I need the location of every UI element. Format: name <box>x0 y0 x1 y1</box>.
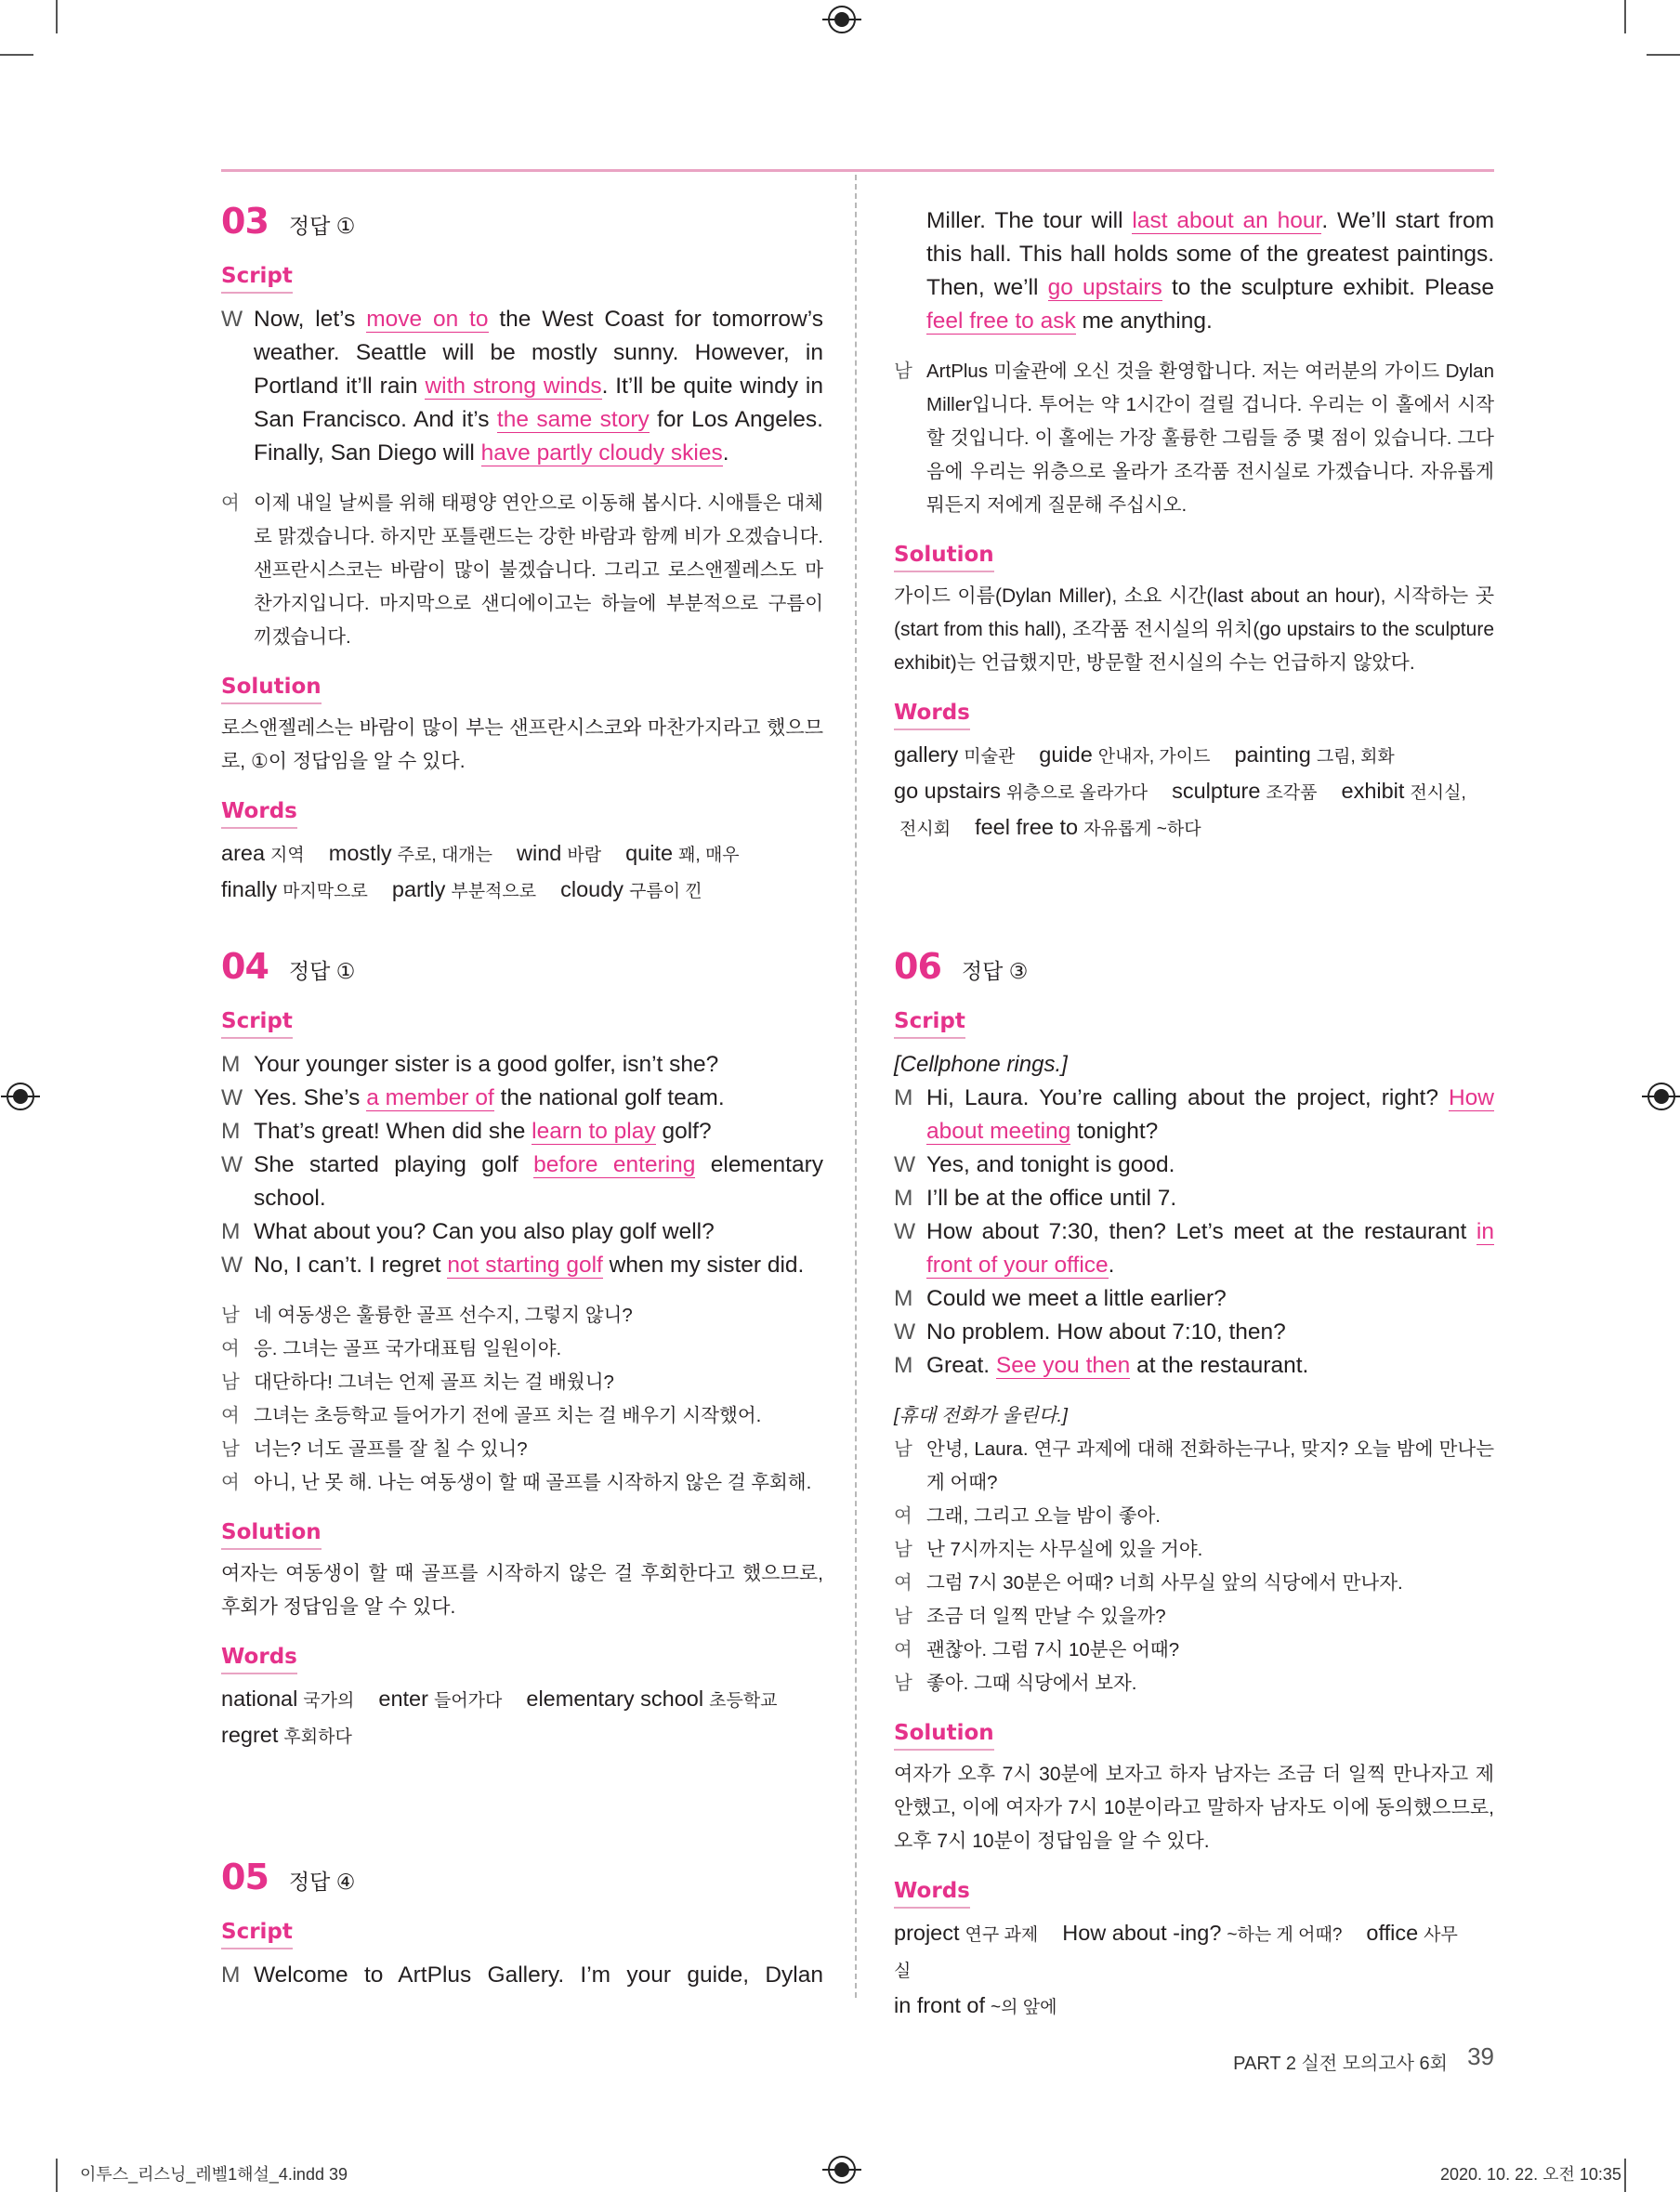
script-fragment: She started playing golf <box>254 1152 534 1177</box>
crop-mark <box>56 2159 58 2192</box>
highlighted-phrase: have partly cloudy skies <box>480 440 723 466</box>
word-english: project <box>894 1921 960 1945</box>
solution-text: 여자가 오후 7시 30분에 보자고 하자 남자는 조금 더 일찍 만나자고 제안했고, 이에 여자가 7시 10분이라고 말하자 남자도 이에 동의했으므로, 오후 7시 10분이 정답임을 알 수 있다. <box>894 1764 1494 1852</box>
highlighted-phrase: How about meeting <box>926 1085 1494 1144</box>
word-english: area <box>221 841 266 865</box>
word-english: feel free to <box>975 815 1079 839</box>
script-fragment: the West Coast for tomorrow’s weather. Seattle will be mostly sunny. However, in Portland it’ll rain <box>254 307 823 399</box>
script-line <box>894 1282 1494 1316</box>
script-text <box>926 1082 1494 1149</box>
part-label: PART 2 실전 모의고사 6회 <box>1233 2054 1448 2074</box>
left-column <box>221 201 823 1988</box>
speaker: 여 <box>894 1572 912 1594</box>
speaker: W <box>221 1253 243 1278</box>
script-fragment: for Los Angeles. Finally, San Diego will <box>254 407 823 466</box>
script-text <box>926 1316 1494 1349</box>
translation-text: 괜찮아. 그럼 7시 10분은 어때? <box>926 1639 1180 1660</box>
highlighted-phrase: with strong winds <box>425 374 602 399</box>
column-divider <box>855 175 857 1998</box>
script-fragment: That’s great! When did she <box>254 1119 532 1144</box>
crop-mark <box>56 0 58 33</box>
script-fragment: me anything. <box>1075 308 1213 334</box>
word-entry <box>1172 779 1317 803</box>
word-korean: 자유롭게 ~하다 <box>1083 820 1201 839</box>
word-korean: 연구 과제 <box>965 1925 1039 1945</box>
script-line <box>221 1048 823 1082</box>
word-korean: 지역 <box>270 846 305 865</box>
speaker: 남 <box>894 1606 912 1627</box>
question-04 <box>221 946 823 1754</box>
word-entry <box>517 841 601 865</box>
word-entry <box>392 877 536 901</box>
word-entry <box>378 1687 502 1711</box>
word-entry <box>560 877 702 901</box>
question-header <box>221 946 823 1005</box>
solution-heading: Solution <box>894 539 994 572</box>
word-english: go upstairs <box>894 779 1001 803</box>
words-row <box>221 836 823 873</box>
script-line <box>221 1115 823 1149</box>
word-english: quite <box>625 841 674 865</box>
translation-text: 응. 그녀는 골프 국가대표팀 일원이야. <box>254 1338 562 1359</box>
highlighted-phrase: learn to play <box>532 1119 656 1144</box>
words-list <box>221 1682 823 1754</box>
script-fragment: . <box>1108 1253 1115 1278</box>
script-heading: Script <box>221 260 293 294</box>
words-heading: Words <box>221 795 297 829</box>
script-lines <box>221 303 823 470</box>
words-row <box>894 774 1494 810</box>
speaker: M <box>894 1186 913 1211</box>
word-korean: 주로, 대개는 <box>397 846 492 865</box>
script-fragment: No problem. How about 7:10, then? <box>926 1319 1286 1345</box>
word-korean: 전시실, <box>1410 783 1466 803</box>
word-korean: 구름이 낀 <box>629 882 702 901</box>
words-list <box>894 1916 1494 2025</box>
script-fragment: when my sister did. <box>602 1253 805 1278</box>
script-lines <box>221 1048 823 1282</box>
translation-text: 아니, 난 못 해. 나는 여동생이 할 때 골프를 시작하지 않은 걸 후회해. <box>254 1472 812 1493</box>
translation-lines <box>894 1433 1494 1700</box>
registration-mark-icon <box>828 2156 856 2184</box>
translation-lines <box>894 355 1494 522</box>
print-date: 2020. 10. 22. 오전 10:35 <box>1440 2165 1621 2184</box>
script-fragment: elementary school. <box>254 1152 823 1211</box>
word-entry <box>329 841 492 865</box>
word-korean: 들어가다 <box>433 1691 503 1711</box>
script-line <box>894 1182 1494 1215</box>
answer-label: 정답 ① <box>288 214 356 238</box>
highlighted-phrase: not starting golf <box>447 1253 603 1278</box>
question-number: 05 <box>221 1857 269 1897</box>
highlighted-phrase: move on to <box>366 307 489 332</box>
translation-line <box>221 1332 823 1366</box>
highlighted-phrase: last about an hour <box>1132 208 1322 233</box>
word-korean: 부분적으로 <box>451 882 537 901</box>
speaker: M <box>221 1119 241 1144</box>
translation-text: 그래, 그리고 오늘 밤이 좋아. <box>926 1505 1162 1527</box>
script-text <box>926 1182 1494 1215</box>
words-row <box>221 1718 823 1754</box>
speaker: 남 <box>221 1372 240 1393</box>
word-korean: ~하는 게 어때? <box>1227 1925 1343 1945</box>
script-heading: Script <box>221 1005 293 1039</box>
word-korean: 후회하다 <box>283 1727 352 1747</box>
registration-mark-icon <box>7 1083 34 1110</box>
script-fragment: tonight? <box>1070 1119 1159 1144</box>
word-english: cloudy <box>560 877 624 901</box>
translation-line <box>221 1399 823 1433</box>
script-text <box>926 1349 1494 1383</box>
word-english: gallery <box>894 742 959 767</box>
speaker: M <box>221 1052 241 1077</box>
stage-direction: [Cellphone rings.] <box>894 1052 1068 1077</box>
translation-text: 그럼 7시 30분은 어때? 너희 사무실 앞의 식당에서 만나자. <box>926 1572 1403 1594</box>
translation-line <box>894 355 1494 522</box>
words-row <box>894 1989 1494 2025</box>
word-entry <box>625 841 740 865</box>
question-number: 03 <box>221 201 269 242</box>
speaker: M <box>894 1353 913 1378</box>
script-text <box>926 1215 1494 1282</box>
speaker: 여 <box>894 1639 912 1660</box>
crop-mark <box>0 54 33 56</box>
words-row <box>894 1916 1494 1989</box>
solution-heading: Solution <box>894 1717 994 1751</box>
script-line <box>221 1215 823 1249</box>
question-header <box>221 1857 823 1916</box>
translation-text: 안녕, Laura. 연구 과제에 대해 전화하는구나, 맞지? 오늘 밤에 만나는 게 어때? <box>926 1438 1494 1493</box>
word-english: mostly <box>328 841 392 865</box>
speaker: 남 <box>894 1539 912 1560</box>
highlighted-phrase: a member of <box>366 1085 494 1110</box>
translation-line <box>221 1366 823 1399</box>
word-entry <box>221 877 368 901</box>
highlighted-phrase: See you then <box>995 1353 1131 1378</box>
translation-line <box>894 1600 1494 1634</box>
word-korean: 그림, 회화 <box>1316 747 1395 767</box>
speaker: 여 <box>221 1472 240 1493</box>
question-06 <box>894 946 1494 2025</box>
translation-text: 조금 더 일찍 만날 수 있을까? <box>926 1606 1166 1627</box>
translation-text: 좋아. 그때 식당에서 보자. <box>926 1673 1137 1694</box>
solution-heading: Solution <box>221 671 322 704</box>
word-english: How about -ing? <box>1062 1921 1222 1945</box>
question-number: 04 <box>221 946 269 987</box>
translation-line <box>894 1667 1494 1700</box>
page-number: 39 <box>1467 2042 1494 2070</box>
script-lines <box>894 1082 1494 1383</box>
speaker: W <box>221 1152 243 1177</box>
word-entry <box>1234 742 1394 767</box>
file-name: 이투스_리스닝_레벨1해설_4.indd 39 <box>80 2165 348 2184</box>
word-english: enter <box>378 1687 428 1711</box>
script-text <box>254 303 823 470</box>
word-korean: 국가의 <box>303 1691 355 1711</box>
words-heading: Words <box>894 1875 970 1909</box>
script-text <box>254 1082 823 1115</box>
word-korean: 마지막으로 <box>282 882 368 901</box>
script-fragment: Miller. The tour will <box>926 208 1133 233</box>
word-english: sculpture <box>1172 779 1261 803</box>
script-line <box>221 1959 823 1992</box>
word-english: elementary school <box>526 1687 704 1711</box>
script-text <box>254 1149 823 1215</box>
word-entry <box>894 1921 1038 1945</box>
words-list <box>221 836 823 909</box>
translation-text: 이제 내일 날씨를 위해 태평양 연안으로 이동해 봅시다. 시애틀은 대체로 맑겠습니다. 하지만 포틀랜드는 강한 바람과 함께 비가 오겠습니다. 샌프란시스코는 바람이 많이 불겠습니다. 그리고 로스앤젤레스도 마찬가지입니다. 마지막으로 샌디에이고는 하늘에 부분적으로 구름이 끼겠습니다. <box>254 492 823 648</box>
word-entry <box>1342 779 1466 803</box>
speaker: 여 <box>221 1338 240 1359</box>
speaker: 남 <box>221 1438 240 1460</box>
translation-text: ArtPlus 미술관에 오신 것을 환영합니다. 저는 여러분의 가이드 Dylan Miller입니다. 투어는 약 1시간이 걸릴 겁니다. 우리는 이 홀에서 시작할 것입니다. 이 홀에는 가장 훌륭한 그림들 중 몇 점이 있습니다. 그다음에 우리는 위층으로 올라가 조각품 전시실로 가겠습니다. 자유롭게 뭐든지 저에게 질문해 주십시오. <box>926 361 1494 516</box>
word-english: painting <box>1234 742 1311 767</box>
speaker: M <box>221 1219 241 1244</box>
solution-text: 여자는 여동생이 할 때 골프를 시작하지 않은 걸 후회한다고 했으므로, 후회가 정답임을 알 수 있다. <box>221 1563 823 1618</box>
translation-line <box>221 487 823 654</box>
translation-text: 난 7시까지는 사무실에 있을 거야. <box>926 1539 1203 1560</box>
speaker: M <box>221 1962 241 1988</box>
word-english: exhibit <box>1341 779 1405 803</box>
translation-text: 대단하다! 그녀는 언제 골프 치는 걸 배웠니? <box>254 1372 614 1393</box>
speaker: 여 <box>894 1505 912 1527</box>
words-row <box>894 810 1494 847</box>
word-entry <box>894 1993 1057 2017</box>
question-05-start <box>221 1857 823 1992</box>
speaker: 남 <box>221 1305 240 1326</box>
word-korean: 사무실 <box>894 1925 1458 1981</box>
script-fragment: Great. <box>926 1353 996 1378</box>
script-line <box>894 1215 1494 1282</box>
crop-mark <box>1624 0 1626 33</box>
script-fragment: the national golf team. <box>493 1085 725 1110</box>
speaker: W <box>894 1319 916 1345</box>
word-entry <box>526 1687 777 1711</box>
word-english: national <box>221 1687 298 1711</box>
script-fragment: at the restaurant. <box>1130 1353 1309 1378</box>
right-column <box>894 204 1494 2017</box>
speaker: 남 <box>894 1673 912 1694</box>
speaker: 남 <box>894 361 912 382</box>
script-text <box>926 1282 1494 1316</box>
translation-lines <box>221 487 823 654</box>
question-header <box>221 201 823 260</box>
script-line <box>221 1149 823 1215</box>
word-korean: 전시회 <box>899 820 952 839</box>
script-text <box>254 1048 823 1082</box>
highlighted-phrase: go upstairs <box>1047 275 1162 300</box>
word-korean: ~의 앞에 <box>990 1998 1057 2017</box>
script-line <box>894 1316 1494 1349</box>
word-english: guide <box>1039 742 1093 767</box>
speaker: W <box>221 307 243 332</box>
crop-mark <box>1624 2159 1626 2192</box>
speaker: M <box>894 1286 913 1311</box>
word-english: wind <box>517 841 562 865</box>
word-entry <box>1062 1921 1342 1945</box>
word-korean: 미술관 <box>964 747 1016 767</box>
word-english: regret <box>221 1723 279 1747</box>
words-heading: Words <box>221 1641 297 1674</box>
words-row <box>221 873 823 909</box>
solution-heading: Solution <box>221 1516 322 1550</box>
speaker: W <box>894 1219 916 1244</box>
solution-text: 가이드 이름(Dylan Miller), 소요 시간(last about an hour), 시작하는 곳(start from this hall), 조각품 전시실의 위치(go upstairs to the sculpture exhibit)는 언급했지만, 방문할 전시실의 수는 언급하지 않았다. <box>894 585 1494 674</box>
script-line <box>894 1082 1494 1149</box>
script-text: Welcome to ArtPlus Gallery. I’m your guide, Dylan <box>254 1962 823 1988</box>
top-rule <box>221 169 1494 172</box>
script-text <box>926 204 1494 338</box>
question-header <box>894 946 1494 1005</box>
script-heading: Script <box>894 1005 965 1039</box>
words-list <box>894 738 1494 847</box>
word-entry <box>221 1723 352 1747</box>
script-line <box>221 1249 823 1282</box>
word-entry <box>1039 742 1210 767</box>
words-row <box>894 738 1494 774</box>
script-line <box>894 204 1494 338</box>
word-korean: 초등학교 <box>709 1691 778 1711</box>
speaker: 여 <box>221 492 240 514</box>
translation-line <box>894 1533 1494 1567</box>
word-entry <box>894 815 951 839</box>
script-text <box>926 1149 1494 1182</box>
script-line <box>221 1082 823 1115</box>
script-text <box>254 1115 823 1149</box>
word-english: in front of <box>894 1993 985 2017</box>
word-english: partly <box>391 877 446 901</box>
word-entry <box>221 841 305 865</box>
word-entry <box>975 815 1201 839</box>
translation-line <box>221 1466 823 1500</box>
speaker: W <box>894 1152 916 1177</box>
script-fragment: Yes. She’s <box>254 1085 367 1110</box>
translation-line <box>894 1567 1494 1600</box>
script-fragment: . We’ll start from this hall. This hall holds some of the greatest paintings. Then, we’ll <box>926 208 1494 300</box>
highlighted-phrase: the same story <box>496 407 650 432</box>
script-text <box>254 1215 823 1249</box>
stage-direction-ko: [휴대 전화가 울린다.] <box>894 1405 1068 1426</box>
word-entry <box>894 742 1015 767</box>
speaker: 여 <box>221 1405 240 1426</box>
script-line <box>894 1149 1494 1182</box>
word-entry <box>221 1687 354 1711</box>
translation-lines <box>221 1299 823 1500</box>
question-03 <box>221 201 823 909</box>
highlighted-phrase: before entering <box>533 1152 696 1177</box>
translation-text: 그녀는 초등학교 들어가기 전에 골프 치는 걸 배우기 시작했어. <box>254 1405 762 1426</box>
script-fragment: Yes, and tonight is good. <box>926 1152 1175 1177</box>
script-fragment: Hi, Laura. You’re calling about the project, right? <box>926 1085 1449 1110</box>
words-heading: Words <box>894 697 970 730</box>
word-korean: 꽤, 매우 <box>678 846 740 865</box>
script-fragment: . <box>722 440 729 466</box>
script-fragment: No, I can’t. I regret <box>254 1253 448 1278</box>
translation-text: 네 여동생은 훌륭한 골프 선수지, 그렇지 않니? <box>254 1305 633 1326</box>
word-korean: 바람 <box>567 846 602 865</box>
words-row <box>221 1682 823 1718</box>
script-fragment: How about 7:30, then? Let’s meet at the restaurant <box>926 1219 1477 1244</box>
script-line <box>221 303 823 470</box>
word-korean: 조각품 <box>1266 783 1318 803</box>
script-line <box>894 1349 1494 1383</box>
word-korean: 안내자, 가이드 <box>1097 747 1211 767</box>
answer-label: 정답 ③ <box>961 959 1029 983</box>
speaker: M <box>894 1085 913 1110</box>
crop-mark <box>1647 54 1680 56</box>
word-entry <box>894 779 1148 803</box>
speaker: W <box>221 1085 243 1110</box>
translation-line <box>221 1299 823 1332</box>
script-fragment: What about you? Can you also play golf well? <box>254 1219 715 1244</box>
script-fragment: golf? <box>655 1119 712 1144</box>
registration-mark-icon <box>828 6 856 33</box>
script-fragment: I’ll be at the office until 7. <box>926 1186 1177 1211</box>
highlighted-phrase: feel free to ask <box>926 308 1076 334</box>
question-05-cont <box>894 204 1494 847</box>
script-text <box>254 1249 823 1282</box>
script-fragment: Now, let’s <box>254 307 367 332</box>
translation-text: 너는? 너도 골프를 잘 칠 수 있니? <box>254 1438 528 1460</box>
solution-text: 로스앤젤레스는 바람이 많이 부는 샌프란시스코와 마찬가지라고 했으므로, ①이 정답임을 알 수 있다. <box>221 717 823 772</box>
speaker: 남 <box>894 1438 912 1460</box>
word-korean: 위층으로 올라가다 <box>1005 783 1148 803</box>
translation-line <box>894 1500 1494 1533</box>
script-fragment: Could we meet a little earlier? <box>926 1286 1227 1311</box>
translation-line <box>894 1634 1494 1667</box>
word-english: finally <box>221 877 278 901</box>
script-fragment: to the sculpture exhibit. Please <box>1162 275 1494 300</box>
question-number: 06 <box>894 946 941 987</box>
registration-mark-icon <box>1647 1083 1675 1110</box>
word-english: office <box>1366 1921 1419 1945</box>
script-fragment: . It’ll be quite windy in San Francisco. And it’s <box>254 374 823 432</box>
translation-line <box>221 1433 823 1466</box>
script-heading: Script <box>221 1916 293 1949</box>
translation-line <box>894 1433 1494 1500</box>
answer-label: 정답 ④ <box>288 1870 356 1894</box>
highlighted-phrase: in front of your office <box>926 1219 1494 1278</box>
answer-label: 정답 ① <box>288 959 356 983</box>
script-fragment: Your younger sister is a good golfer, isn’t she? <box>254 1052 719 1077</box>
